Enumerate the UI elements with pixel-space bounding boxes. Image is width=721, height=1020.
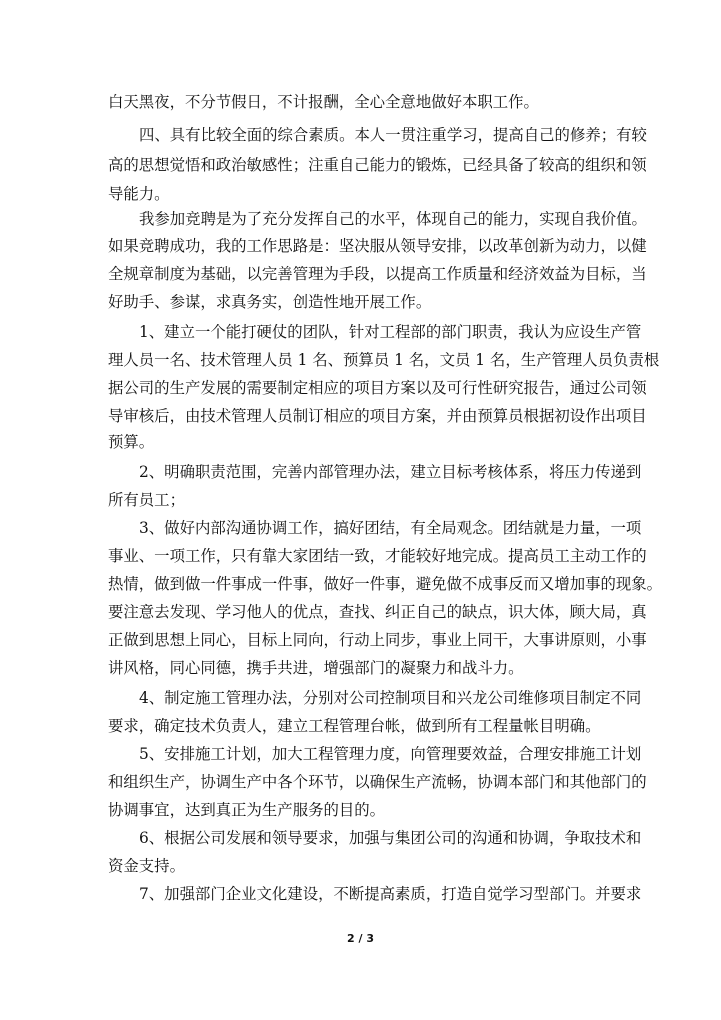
text-line: 3、做好内部沟通协调工作，搞好团结，有全局观念。团结就是力量，一项 [139, 519, 642, 537]
text-line: 我参加竞聘是为了充分发挥自己的水平，体现自己的能力，实现自我价值。 [139, 210, 647, 228]
text-line: 预算。 [108, 433, 155, 451]
text-line: 5、安排施工计划，加大工程管理力度，向管理要效益，合理安排施工计划 [139, 745, 642, 763]
text-line: 6、根据公司发展和领导要求，加强与集团公司的沟通和协调，争取技术和 [139, 829, 642, 847]
text-line: 高的思想觉悟和政治敏感性；注重自己能力的锻炼，已经具备了较高的组织和领 [108, 156, 647, 174]
text-line: 7、加强部门企业文化建设，不断提高素质，打造自觉学习型部门。并要求 [139, 885, 642, 903]
text-line: 正做到思想上同心，目标上同向，行动上同步，事业上同干，大事讲原则，小事 [108, 631, 647, 649]
text-line: 热情，做到做一件事成一件事，做好一件事，避免做不成事反而又增加事的现象。 [108, 575, 663, 593]
text-line: 据公司的生产发展的需要制定相应的项目方案以及可行性研究报告，通过公司领 [108, 379, 647, 397]
text-line: 理人员一名、技术管理人员 1 名、预算员 1 名，文员 1 名，生产管理人员负责根 [108, 351, 660, 369]
text-line: 四、具有比较全面的综合素质。本人一贯注重学习，提高自己的修养；有较 [139, 126, 647, 144]
page-number: 2 / 3 [347, 932, 374, 945]
text-line: 和组织生产，协调生产中各个环节，以确保生产流畅，协调本部门和其他部门的 [108, 773, 647, 791]
text-line: 全规章制度为基础，以完善管理为手段，以提高工作质量和经济效益为目标，当 [108, 265, 647, 283]
text-line: 白天黑夜，不分节假日，不计报酬，全心全意地做好本职工作。 [108, 93, 539, 111]
text-line: 资金支持。 [108, 857, 185, 875]
text-line: 要求，确定技术负责人，建立工程管理台帐，做到所有工程量帐目明确。 [108, 717, 601, 735]
text-line: 如果竞聘成功，我的工作思路是：坚决服从领导安排，以改革创新为动力，以健 [108, 237, 647, 255]
text-line: 协调事宜，达到真正为生产服务的目的。 [108, 801, 386, 819]
text-line: 1、建立一个能打硬仗的团队，针对工程部的部门职责，我认为应设生产管 [139, 323, 642, 341]
text-line: 事业、一项工作，只有靠大家团结一致，才能较好地完成。提高员工主动工作的 [108, 547, 647, 565]
text-line: 要注意去发现、学习他人的优点，查找、纠正自己的缺点，识大体，顾大局，真 [108, 603, 647, 621]
text-line: 所有员工； [108, 491, 185, 509]
text-line: 讲风格，同心同德，携手共进，增强部门的凝聚力和战斗力。 [108, 659, 524, 677]
text-line: 2、明确职责范围，完善内部管理办法，建立目标考核体系，将压力传递到 [139, 463, 642, 481]
text-line: 好助手、参谋，求真务实，创造性地开展工作。 [108, 293, 432, 311]
text-line: 4、制定施工管理办法，分别对公司控制项目和兴龙公司维修项目制定不同 [139, 689, 642, 707]
text-line: 导审核后，由技术管理人员制订相应的项目方案，并由预算员根据初设作出项目 [108, 407, 647, 425]
text-line: 导能力。 [108, 185, 170, 203]
